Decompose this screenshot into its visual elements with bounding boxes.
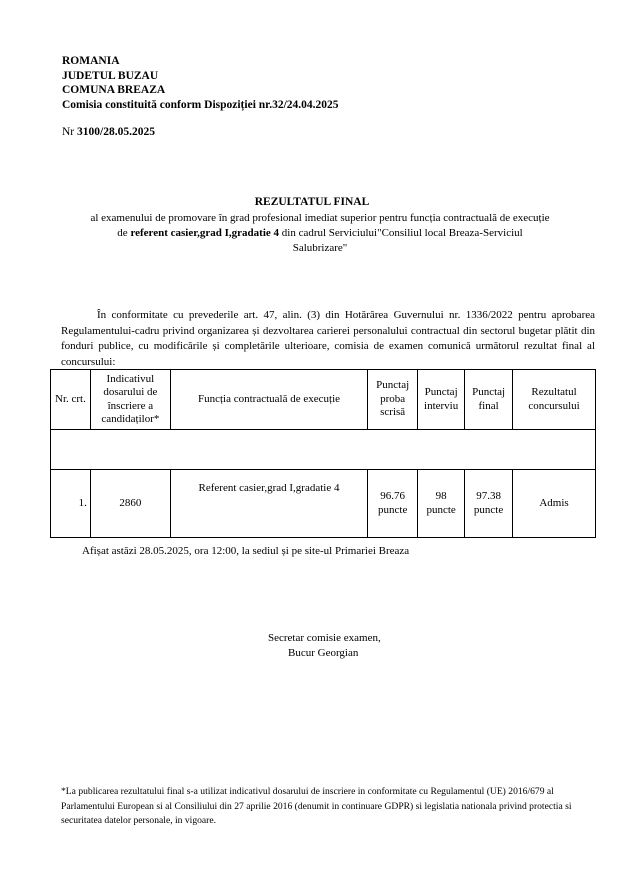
table-row bbox=[51, 470, 596, 538]
subtitle-position: referent casier,grad I,gradatie 4 bbox=[130, 227, 280, 239]
cell-indicativ: 2860 bbox=[90, 470, 170, 538]
signature-name: Bucur Georgian bbox=[288, 647, 359, 659]
header-final: Punctaj final bbox=[465, 370, 513, 430]
document-number-value: 3100/28.05.2025 bbox=[77, 126, 155, 138]
cell-nr: 1. bbox=[51, 470, 91, 538]
header-interviu: Punctaj interviu bbox=[418, 370, 465, 430]
header-commission: Comisia constituită conform Dispoziției nr.32/24.04.2025 bbox=[62, 98, 339, 111]
footnote: *La publicarea rezultatului final s-a utilizat indicativul dosarului de inscriere in conformitate cu Regulamentul (UE) 2016/679 al Parlamentului European si al Consiliului din 27 aprilie 2016 (denumit in continuare GDPR) si legislatia nationala privind protectia si securitatea datelor personale, in vigoare. bbox=[61, 786, 572, 826]
page-title: REZULTATUL FINAL bbox=[254, 196, 370, 208]
table-header-row bbox=[51, 370, 596, 430]
header-country: ROMANIA bbox=[62, 55, 120, 67]
document-number bbox=[62, 126, 155, 138]
cell-proba: 96.76 puncte bbox=[368, 470, 418, 538]
results-table bbox=[50, 369, 596, 538]
document-number-prefix: Nr bbox=[62, 126, 78, 138]
header-indicativ: Indicativul dosarului de înscriere a candidaților* bbox=[90, 370, 170, 430]
header-proba: Punctaj proba scrisă bbox=[368, 370, 418, 430]
subtitle-part2: din cadrul Serviciului"Consiliul local Breaza-Serviciul Salubrizare" bbox=[279, 227, 523, 254]
header-functia: Funcția contractuală de execuție bbox=[170, 370, 367, 430]
cell-interviu: 98 puncte bbox=[418, 470, 465, 538]
header-block bbox=[62, 54, 339, 112]
header-county: JUDETUL BUZAU bbox=[62, 69, 159, 82]
table-spacer-row bbox=[51, 430, 596, 470]
posting-note: Afișat astăzi 28.05.2025, ora 12:00, la sediul și pe site-ul Primariei Breaza bbox=[82, 545, 410, 557]
header-rezultat: Rezultatul concursului bbox=[513, 370, 596, 430]
subtitle-part1: al examenului de promovare în grad profesional imediat superior pentru funcția contractuală de execuție de bbox=[90, 212, 550, 239]
header-commune: COMUNA BREAZA bbox=[62, 84, 166, 96]
cell-final: 97.38 puncte bbox=[465, 470, 513, 538]
signature-role: Secretar comisie examen, bbox=[268, 632, 381, 644]
legal-paragraph-text: În conformitate cu prevederile art. 47, alin. (3) din Hotărârea Guvernului nr. 1336/2022 pentru aprobarea Regulamentului-cadru privind organizarea și dezvoltarea carierei personalului contractual din sectorul bugetar plătit din fonduri publice, cu modificările și completările ulterioare, comisia de examen comunică următorul rezultat final al concursului: bbox=[61, 309, 595, 368]
header-nr: Nr. crt. bbox=[51, 370, 91, 430]
spacer-cell bbox=[51, 430, 596, 470]
legal-paragraph bbox=[61, 308, 595, 370]
signature-block bbox=[268, 631, 381, 661]
page-subtitle bbox=[90, 211, 550, 256]
cell-functia: Referent casier,grad I,gradatie 4 bbox=[170, 470, 367, 538]
cell-rezultat: Admis bbox=[513, 470, 596, 538]
